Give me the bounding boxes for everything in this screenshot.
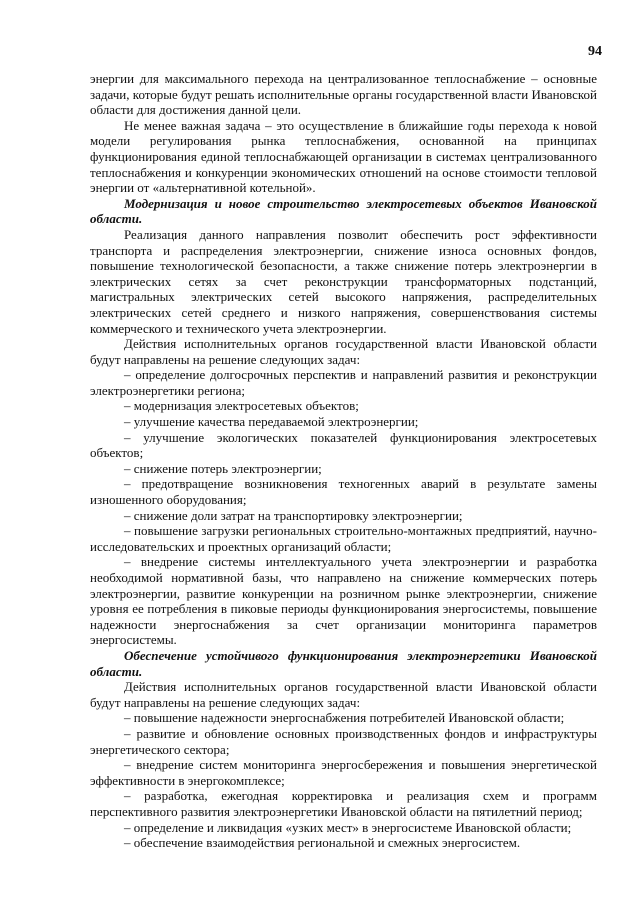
list-item: – улучшение экологических показателей функционирования электросетевых объектов; (90, 429, 597, 461)
paragraph: энергии для максимального перехода на централизованное теплоснабжение – основные задачи, которые будут решать исполнительные органы государственной власти Ивановской области для достижения данной цели. (90, 71, 597, 118)
list-item: – определение долгосрочных перспектив и направлений развития и реконструкции электроэнергетики региона; (90, 367, 597, 398)
list-item: – модернизация электросетевых объектов; (124, 398, 359, 414)
list-item: – внедрение систем мониторинга энергосбережения и повышения энергетической эффективности в энергокомплексе; (90, 757, 597, 788)
list-item: – снижение потерь электроэнергии; (124, 460, 322, 476)
paragraph: Не менее важная задача – это осуществление в ближайшие годы перехода к новой модели регулирования рынка теплоснабжения, основанной на принципах функционирования единой теплоснабжающей организации в системах централизованного теплоснабжения и конкуренции экономических отношений на основе стоимости тепловой энергии от «альтернативной котельной». (90, 117, 597, 196)
list-item: – повышение надежности энергоснабжения потребителей Ивановской области; (124, 710, 565, 726)
list-item: – определение и ликвидация «узких мест» в энергосистеме Ивановской области; (124, 819, 572, 835)
list-item: – улучшение качества передаваемой электроэнергии; (124, 414, 419, 430)
document-body (90, 71, 597, 851)
list-item: – предотвращение возникновения техногенных аварий в результате замены изношенного оборудования; (90, 476, 597, 508)
paragraph: Реализация данного направления позволит обеспечить рост эффективности транспорта и распределения электроэнергии, снижение износа основных фондов, повышение технологической безопасности, а также снижение потерь электроэнергии в электрических сетях за счет реконструкции трансформаторных подстанций, магистральных электрических сетей высокого напряжения, распределительных электрических сетей среднего и низкого напряжения, совершенствования системы коммерческого и технического учета электроэнергии. (90, 226, 597, 336)
list-item: – внедрение системы интеллектуального учета электроэнергии и разработка необходимой нормативной базы, что направлено на снижение коммерческих потерь электроэнергии, развитие конкуренции на розничном рынке электроэнергии, снижение уровня ее потребления в пиковые периоды функционирования энергосистемы, повышение надежности энергоснабжения за счет организации мониторинга параметров энергосистемы. (90, 554, 597, 648)
list-item: – развитие и обновление основных производственных фондов и инфраструктуры энергетического сектора; (90, 725, 597, 757)
list-item: – обеспечение взаимодействия региональной и смежных энергосистем. (124, 835, 521, 851)
list-item: – снижение доли затрат на транспортировку электроэнергии; (124, 507, 463, 523)
section-heading: Модернизация и новое строительство электросетевых объектов Ивановской области. (90, 195, 597, 227)
page-number: 94 (588, 44, 602, 59)
list-item: – повышение загрузки региональных строительно-монтажных предприятий, научно-исследовательских и проектных организаций области; (90, 523, 597, 554)
paragraph: Действия исполнительных органов государственной власти Ивановской области будут направлены на решение следующих задач: (90, 679, 597, 710)
paragraph: Действия исполнительных органов государственной власти Ивановской области будут направлены на решение следующих задач: (90, 336, 597, 367)
section-heading: Обеспечение устойчивого функционирования электроэнергетики Ивановской области. (90, 647, 597, 679)
list-item: – разработка, ежегодная корректировка и реализация схем и программ перспективного развития электроэнергетики Ивановской области на пятилетний период; (90, 788, 597, 819)
